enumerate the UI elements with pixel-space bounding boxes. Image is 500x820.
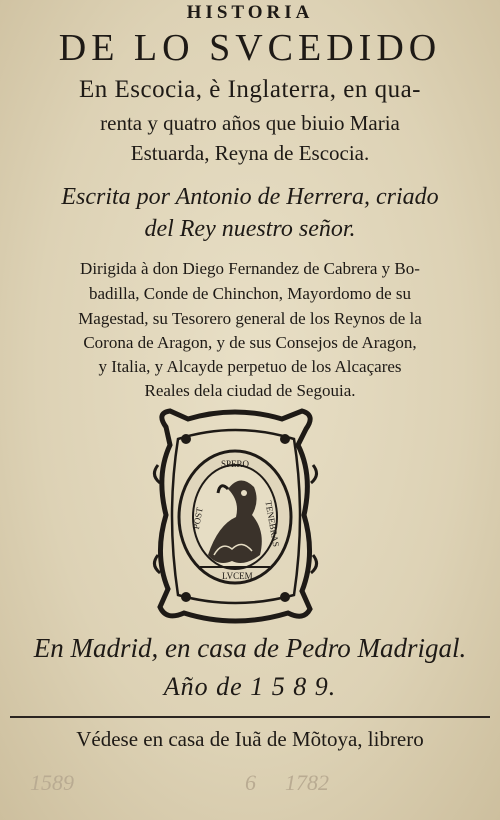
dedication-line-2: badilla, Conde de Chinchon, Mayordomo de su bbox=[88, 284, 411, 303]
emblem-motto-right: TENEBRAS bbox=[263, 500, 282, 548]
divider-rule bbox=[10, 716, 490, 718]
printer-device-emblem-icon bbox=[148, 405, 323, 625]
imprint-line: En Madrid, en casa de Pedro Madrigal. bbox=[33, 633, 467, 663]
printer-device-emblem bbox=[148, 405, 323, 625]
title-word-historia: HISTORIA bbox=[186, 2, 314, 23]
emblem-motto-top: SPERO bbox=[221, 459, 250, 469]
title-line-4: renta y quatro años que biuio Maria bbox=[100, 111, 400, 135]
dedication-line-6: Reales dela ciudad de Segouia. bbox=[144, 381, 356, 400]
manuscript-note-right: 1782 bbox=[285, 770, 329, 795]
imprint-year: Año de 1 5 8 9. bbox=[163, 672, 337, 701]
dedication-line-3: Magestad, su Tesorero general de los Reynos de la bbox=[78, 309, 422, 328]
dedication-line-4: Corona de Aragon, y de sus Consejos de Aragon, bbox=[83, 333, 417, 352]
author-line-1: Escrita por Antonio de Herrera, criado bbox=[61, 184, 439, 210]
emblem-motto-left: POST bbox=[191, 506, 205, 530]
author-line-2: del Rey nuestro señor. bbox=[144, 216, 356, 242]
manuscript-note-left: 1589 bbox=[30, 770, 74, 795]
title-line-3: En Escocia, è Inglaterra, en qua- bbox=[78, 76, 422, 103]
bookseller-line: Védese en casa de Iuã de Mõtoya, librero bbox=[76, 727, 424, 751]
emblem-motto-bottom: LVCEM bbox=[222, 571, 253, 581]
dedication-line-5: y Italia, y Alcayde perpetuo de los Alcaçares bbox=[98, 357, 402, 376]
title-line-5: Estuarda, Reyna de Escocia. bbox=[130, 141, 370, 165]
dedication-line-1: Dirigida à don Diego Fernandez de Cabrera y Bo- bbox=[80, 259, 420, 278]
title-main: DE LO SVCEDIDO bbox=[58, 27, 442, 69]
manuscript-note-center: 6 bbox=[245, 770, 256, 795]
